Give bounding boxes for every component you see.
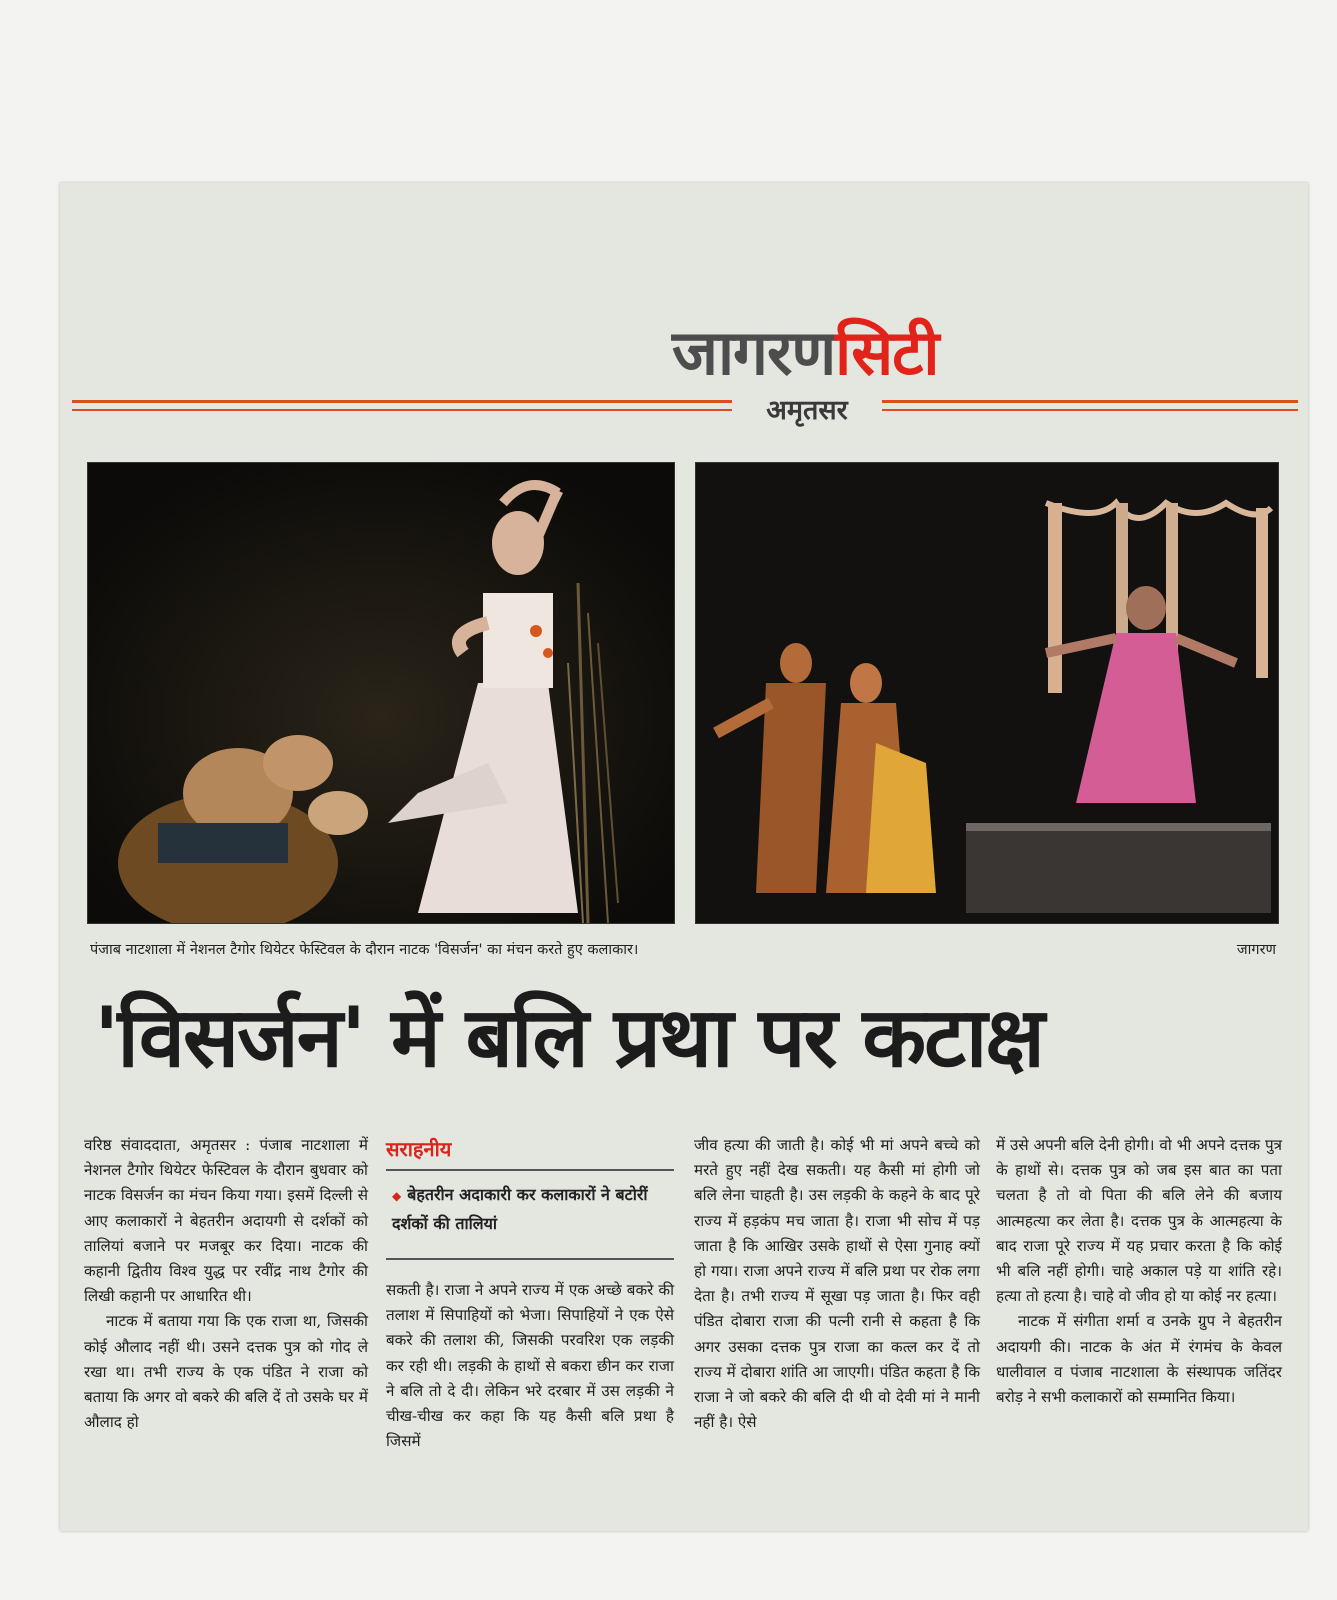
stage-scene-illustration — [696, 463, 1278, 923]
masthead-rule-right-bottom — [882, 409, 1298, 411]
masthead-logo — [672, 318, 938, 388]
article-paragraph: वरिष्ठ संवाददाता, अमृतसर : पंजाब नाटशाला में नेशनल टैगोर थियेटर फेस्टिवल के दौरान बुधवार को नाटक विसर्जन का मंचन किया गया। इसमें दिल्ली से आए कलाकारों ने बेहतरीन अदायगी से दर्शकों को तालियां बजाने पर मजबूर कर दिया। नाटक की कहानी द्वितीय विश्व युद्ध पर रवींद्र नाथ टैगोर की लिखी कहानी पर आधारित थी। — [84, 1136, 368, 1306]
article-column-2 — [386, 1278, 674, 1454]
article-column-3 — [694, 1133, 980, 1435]
article-paragraph: जीव हत्या की जाती है। कोई भी मां अपने बच्चे को मरते हुए नहीं देख सकती। यह कैसी मां होगी जो बलि लेना चाहती है। उस लड़की के कहने के बाद पूरे राज्य में हड़कंप मच जाता है। राजा भी सोच में पड़ जाता है कि आखिर उसके हाथों से ऐसा गुनाह क्यों हो गया। राजा अपने राज्य में बलि प्रथा पर रोक लगा देता है। तभी राज्य में सूखा पड़ जाता है। फिर वही पंडित दोबारा राजा की पत्नी रानी से कहता है कि अगर उसका दत्तक पुत्र राजा का कत्ल कर दें तो राज्य में दोबारा शांति आ जाएगी। पंडित कहता है कि राजा ने जो बकरे की बलि दी थी वो देवी मां ने मानी नहीं है। ऐसे — [694, 1136, 980, 1432]
newspaper-clipping — [60, 183, 1308, 1531]
bullet-diamond-icon: ◆ — [392, 1189, 402, 1203]
article-paragraph: नाटक में बताया गया कि एक राजा था, जिसकी कोई औलाद नहीं थी। उसने दत्तक पुत्र को गोद ले रखा था। तभी राज्य के एक पंडित ने राजा को बताया कि अगर वो बकरे की बलि दें तो उसके घर में औलाद हो — [84, 1312, 368, 1432]
article-paragraph: में उसे अपनी बलि देनी होगी। वो भी अपने दत्तक पुत्र के हाथों से। दत्तक पुत्र को जब इस बात का पता चलता है तो वो पिता की बलि लेने की बजाय आत्महत्या कर लेता है। दत्तक पुत्र के आत्महत्या के बाद राजा पूरे राज्य में यह प्रचार करता है कि कोई भी बलि नहीं होगी। चाहे अकाल पड़े या शांति रहे। हत्या तो हत्या है। चाहे वो जीव हो या कोई नर हत्या। — [996, 1136, 1282, 1306]
photo-credit: जागरण — [1236, 942, 1276, 958]
sidebar-text: बेहतरीन अदाकारी कर कलाकारों ने बटोरीं दर्शकों की तालियां — [392, 1185, 648, 1233]
photo-left — [87, 462, 675, 924]
sidebar-text-wrap — [386, 1181, 674, 1238]
headline: 'विसर्जन' में बलि प्रथा पर कटाक्ष — [94, 989, 1043, 1086]
masthead-rule-left-top — [72, 400, 732, 403]
dancer-scene-illustration — [88, 463, 674, 923]
photo-right — [695, 462, 1279, 924]
photo-caption: पंजाब नाटशाला में नेशनल टैगोर थियेटर फेस्टिवल के दौरान नाटक 'विसर्जन' का मंचन करते हुए कलाकार। — [90, 942, 639, 958]
masthead-brand-part2: सिटी — [835, 316, 939, 389]
masthead-rule-right-top — [882, 400, 1298, 403]
sidebar-title: सराहनीय — [386, 1137, 452, 1161]
article-column-4 — [996, 1133, 1282, 1410]
sidebar-rule — [386, 1169, 674, 1171]
sidebar-rule-bottom — [386, 1258, 674, 1260]
article-paragraph: सकती है। राजा ने अपने राज्य में एक अच्छे बकरे की तलाश में सिपाहियों को भेजा। सिपाहियों ने एक ऐसे बकरे की तलाश की, जिसकी परवरिश एक लड़की कर रही थी। लड़की के हाथों से बकरा छीन कर राजा ने बलि तो दे दी। लेकिन भरे दरबार में उस लड़की ने चीख-चीख कर कहा कि यह कैसी बलि प्रथा है जिसमें — [386, 1281, 674, 1451]
masthead-rule-left-bottom — [72, 409, 732, 411]
article-column-1 — [84, 1133, 368, 1435]
masthead-city: अमृतसर — [732, 394, 882, 428]
sidebar-box — [386, 1133, 674, 1260]
article-paragraph: नाटक में संगीता शर्मा व उनके ग्रुप ने बेहतरीन अदायगी की। नाटक के अंत में रंगमंच के केवल धालीवाल व पंजाब नाटशाला के संस्थापक जतिंदर बरोड़ ने सभी कलाकारों को सम्मानित किया। — [996, 1312, 1282, 1407]
masthead-brand-part1: जागरण — [672, 316, 836, 389]
